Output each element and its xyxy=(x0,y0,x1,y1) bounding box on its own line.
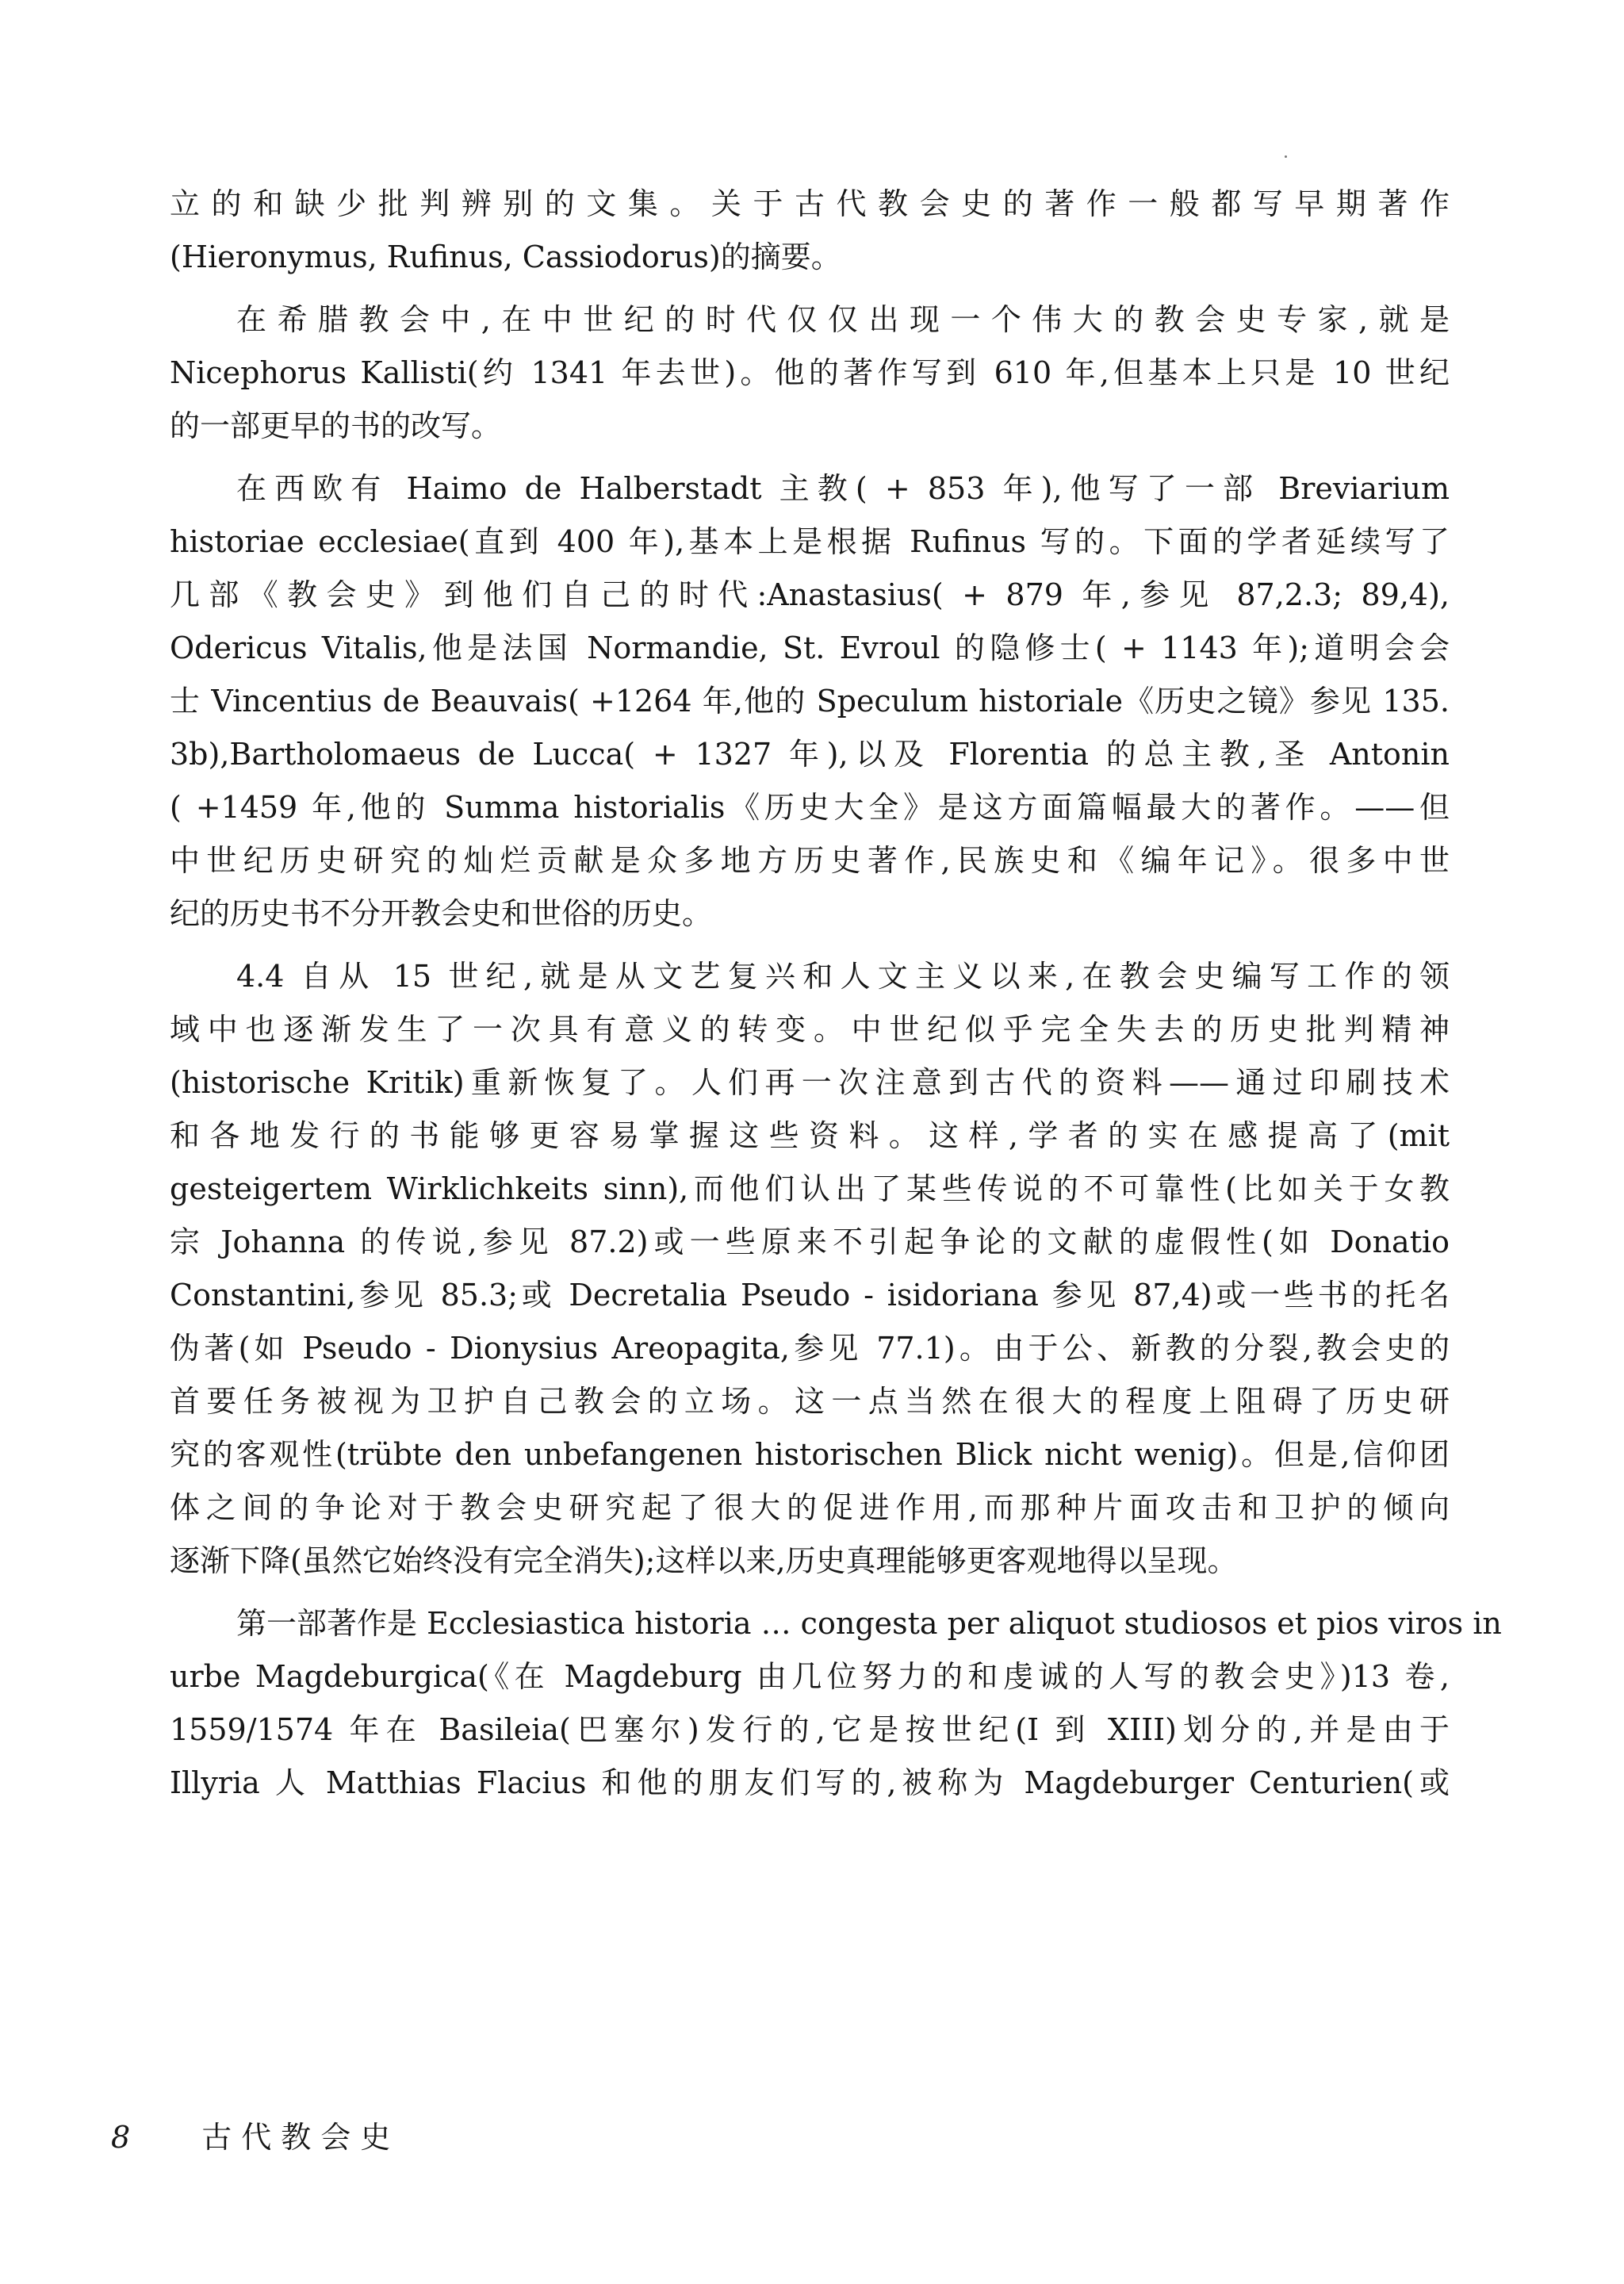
text-line: 在西欧有 Haimo de Halberstadt 主教( + 853 年),他写了一部 Breviarium xyxy=(236,471,1450,506)
text-line: ( +1459 年,他的 Summa historialis《历史大全》是这方面篇幅最大的著作。——但 xyxy=(170,790,1450,825)
text-line: 首要任务被视为卫护自己教会的立场。这一点当然在很大的程度上阻碍了历史研 xyxy=(170,1384,1450,1419)
page-number: 8 xyxy=(111,2120,131,2155)
text-line: Odericus Vitalis,他是法国 Normandie, St. Evroul 的隐修士( + 1143 年);道明会会 xyxy=(170,630,1450,665)
text-line: Constantini,参见 85.3;或 Decretalia Pseudo - isidoriana 参见 87,4)或一些书的托名 xyxy=(170,1278,1450,1313)
text-line: 4.4 自从 15 世纪,就是从文艺复兴和人文主义以来,在教会史编写工作的领 xyxy=(236,959,1450,994)
text-line: 立的和缺少批判辨别的文集。关于古代教会史的著作一般都写早期著作 xyxy=(170,186,1450,221)
text-line: gesteigertem Wirklichkeits sinn),而他们认出了某些传说的不可靠性(比如关于女教 xyxy=(170,1171,1450,1206)
scan-speck xyxy=(1285,155,1287,158)
text-line: 的一部更早的书的改写。 xyxy=(170,408,502,443)
text-line: 3b),Bartholomaeus de Lucca( + 1327 年),以及 Florentia 的总主教,圣 Antonin xyxy=(170,737,1450,772)
running-head: 古代教会史 xyxy=(201,2120,400,2155)
text-line: 伪著(如 Pseudo - Dionysius Areopagita,参见 77.1)。由于公、新教的分裂,教会史的 xyxy=(170,1331,1450,1366)
text-line: (historische Kritik)重新恢复了。人们再一次注意到古代的资料——通过印刷技术 xyxy=(170,1065,1450,1100)
text-line: 士 Vincentius de Beauvais( +1264 年,他的 Speculum historiale《历史之镜》参见 135. xyxy=(170,684,1450,719)
text-line: 1559/1574 年在 Basileia(巴塞尔)发行的,它是按世纪(I 到 XIII)划分的,并是由于 xyxy=(170,1712,1450,1747)
text-line: Nicephorus Kallisti(约 1341 年去世)。他的著作写到 610 年,但基本上只是 10 世纪 xyxy=(170,355,1450,390)
text-line: 在希腊教会中,在中世纪的时代仅仅出现一个伟大的教会史专家,就是 xyxy=(236,302,1450,337)
text-line: 究的客观性(trübte den unbefangenen historischen Blick nicht wenig)。但是,信仰团 xyxy=(170,1437,1450,1472)
text-line: 宗 Johanna 的传说,参见 87.2)或一些原来不引起争论的文献的虚假性(如 Donatio xyxy=(170,1224,1450,1259)
text-line: 几部《教会史》到他们自己的时代:Anastasius( + 879 年,参见 87,2.3; 89,4), xyxy=(170,577,1450,612)
text-line: 中世纪历史研究的灿烂贡献是众多地方历史著作,民族史和《编年记》。很多中世 xyxy=(170,843,1450,878)
text-line: 纪的历史书不分开教会史和世俗的历史。 xyxy=(170,896,713,931)
text-line: urbe Magdeburgica(《在 Magdeburg 由几位努力的和虔诚的人写的教会史》)13 卷, xyxy=(170,1659,1450,1694)
body-text xyxy=(170,178,1502,1810)
text-line: Illyria 人 Matthias Flacius 和他的朋友们写的,被称为 Magdeburger Centurien(或 xyxy=(170,1765,1450,1800)
text-line: 和各地发行的书能够更容易掌握这些资料。这样,学者的实在感提高了(mit xyxy=(170,1118,1450,1153)
text-line: 第一部著作是 Ecclesiastica historia … congesta per aliquot studiosos et pios viros in xyxy=(236,1606,1502,1641)
text-line: (Hieronymus, Rufinus, Cassiodorus)的摘要。 xyxy=(170,240,841,274)
text-line: 体之间的争论对于教会史研究起了很大的促进作用,而那种片面攻击和卫护的倾向 xyxy=(170,1490,1450,1525)
page-footer xyxy=(111,2117,400,2157)
text-line: historiae ecclesiae(直到 400 年),基本上是根据 Rufinus 写的。下面的学者延续写了 xyxy=(170,524,1450,559)
text-line: 域中也逐渐发生了一次具有意义的转变。中世纪似乎完全失去的历史批判精神 xyxy=(170,1012,1450,1047)
text-line: 逐渐下降(虽然它始终没有完全消失);这样以来,历史真理能够更客观地得以呈现。 xyxy=(170,1543,1238,1578)
